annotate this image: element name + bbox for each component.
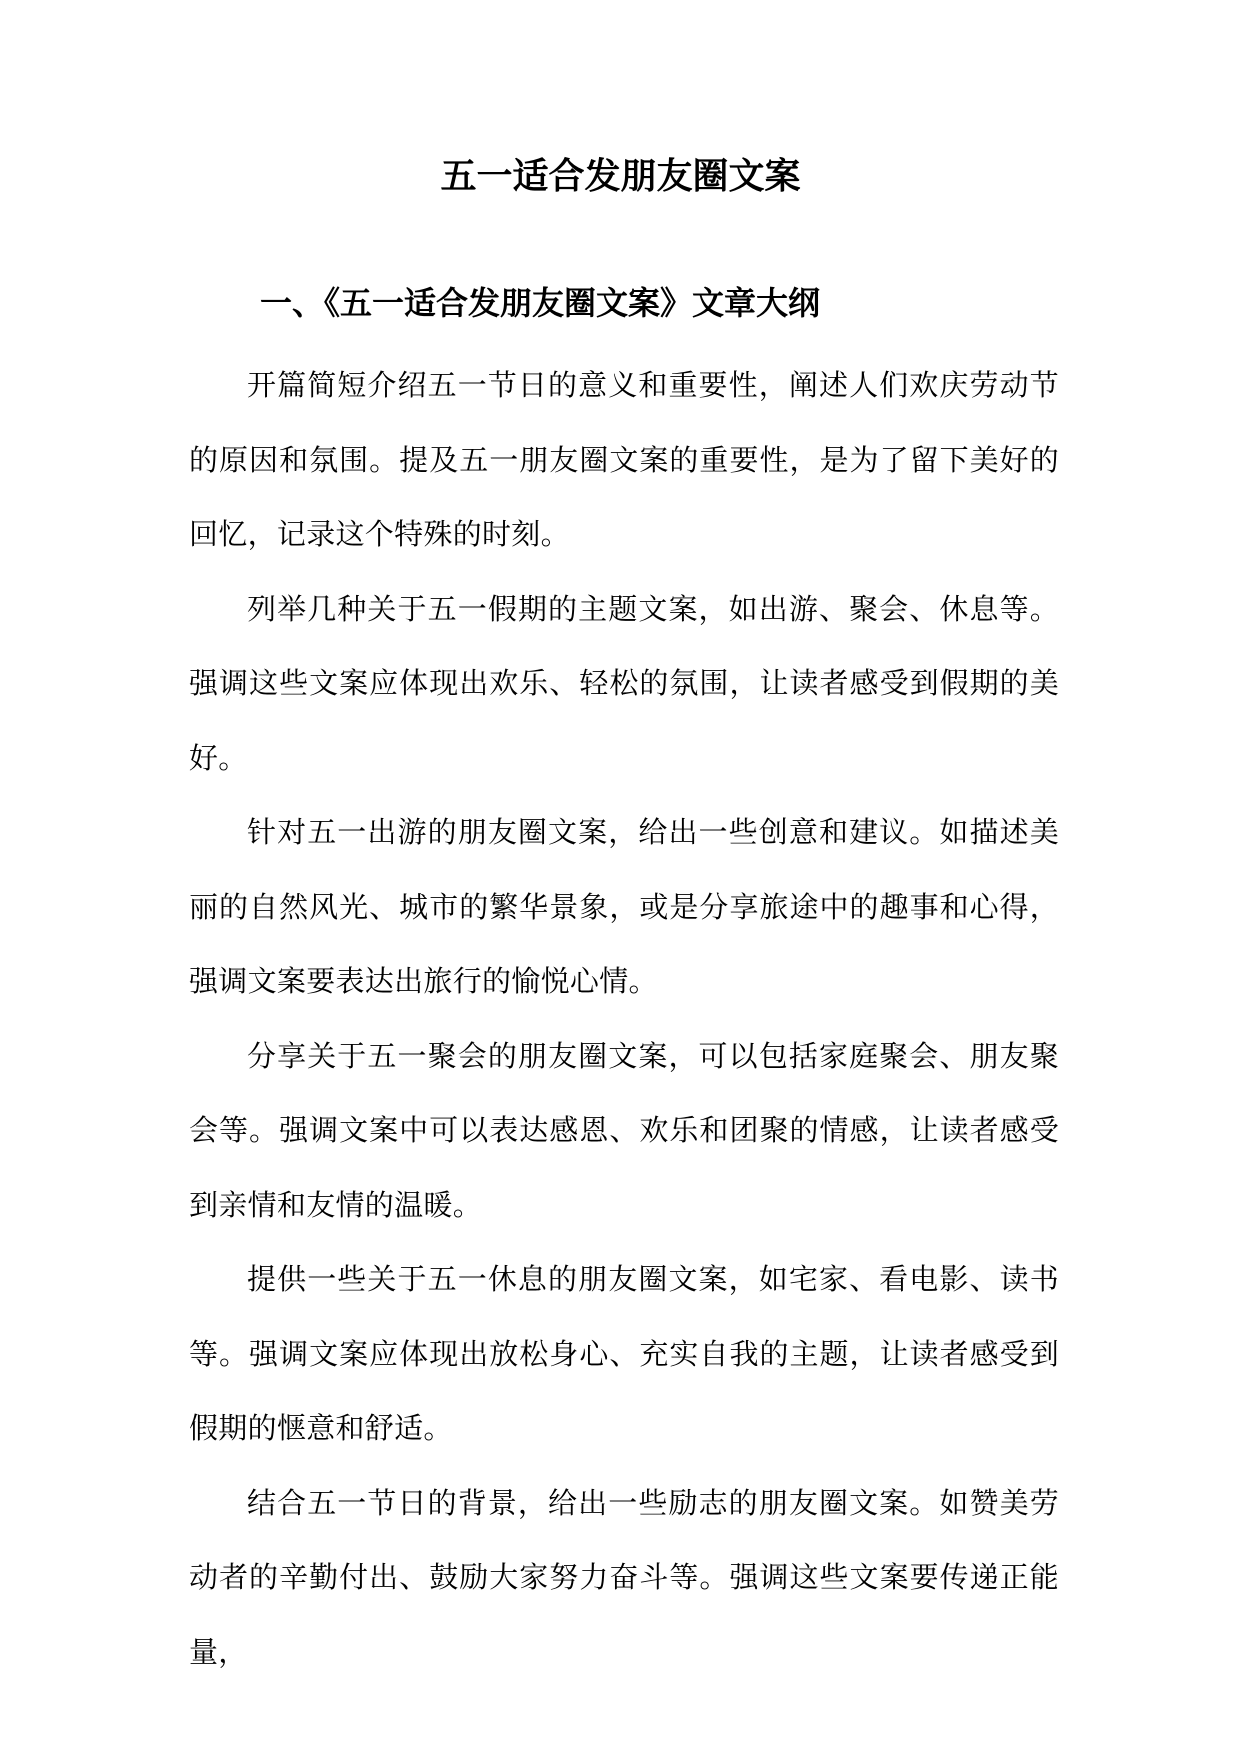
document-title: 五一适合发朋友圈文案: [440, 155, 801, 197]
section-heading: 一、《五一适合发朋友圈文案》文章大纲: [260, 284, 821, 322]
paragraph-travel: 针对五一出游的朋友圈文案，给出一些创意和建议。如描述美丽的自然风光、城市的繁华景象，或是分享旅途中的趣事和心得，强调文案要表达出旅行的愉悦心情。: [189, 815, 1059, 998]
document-body: [189, 348, 1059, 1689]
paragraph-intro: 开篇简短介绍五一节日的意义和重要性，阐述人们欢庆劳动节的原因和氛围。提及五一朋友圈文案的重要性，是为了留下美好的回忆，记录这个特殊的时刻。: [189, 368, 1059, 551]
paragraph-gathering: 分享关于五一聚会的朋友圈文案，可以包括家庭聚会、朋友聚会等。强调文案中可以表达感恩、欢乐和团聚的情感，让读者感受到亲情和友情的温暖。: [189, 1038, 1059, 1222]
paragraph-rest: 提供一些关于五一休息的朋友圈文案，如宅家、看电影、读书等。强调文案应体现出放松身心、充实自我的主题，让读者感受到假期的惬意和舒适。: [189, 1262, 1059, 1445]
paragraph-themes: 列举几种关于五一假期的主题文案，如出游、聚会、休息等。强调这些文案应体现出欢乐、轻松的氛围，让读者感受到假期的美好。: [189, 591, 1059, 775]
paragraph-inspirational: 结合五一节日的背景，给出一些励志的朋友圈文案。如赞美劳动者的辛勤付出、鼓励大家努力奋斗等。强调这些文案要传递正能量，: [189, 1485, 1059, 1669]
